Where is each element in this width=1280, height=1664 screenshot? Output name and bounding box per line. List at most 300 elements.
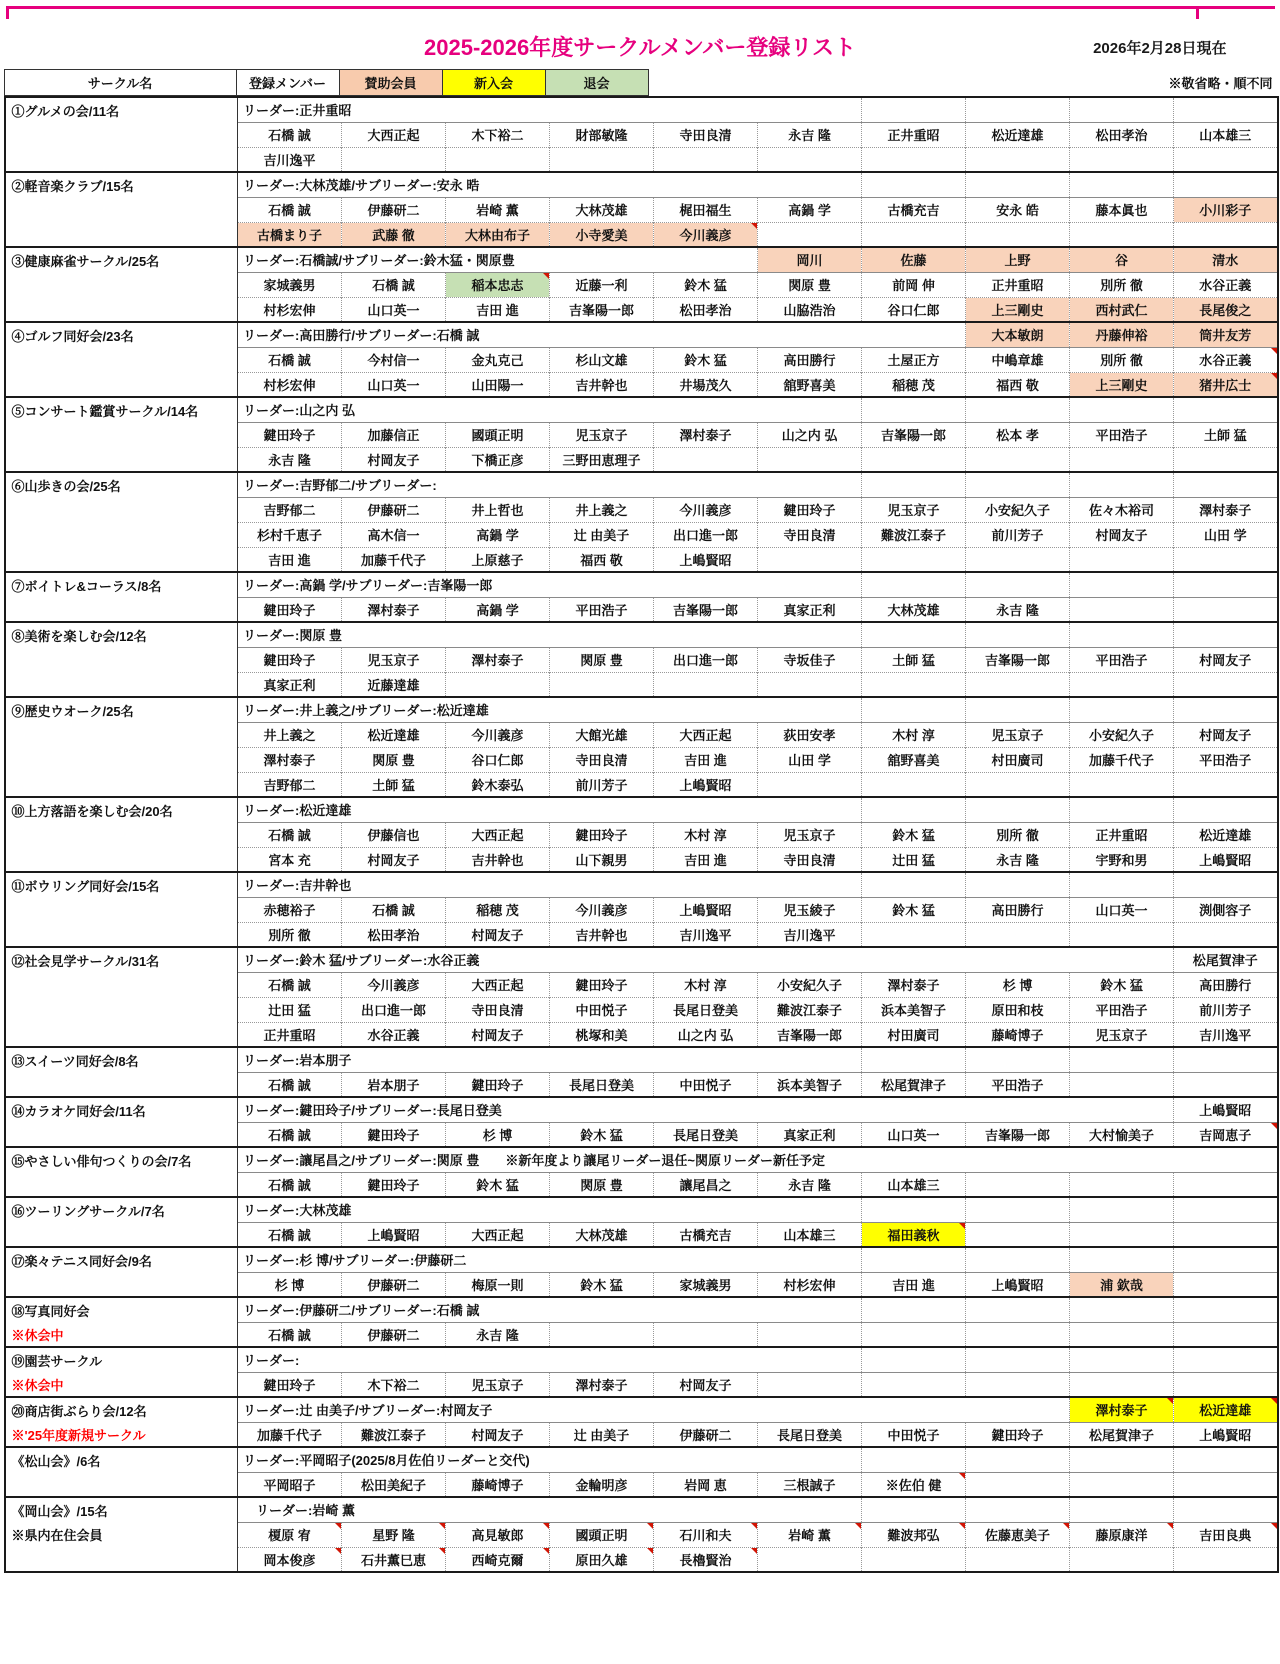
member-cell: 山田陽一 — [446, 372, 550, 397]
member-cell: 山口英一 — [342, 297, 446, 322]
member-cell: 松尾賀津子 — [862, 1072, 966, 1097]
empty-cell — [1174, 1472, 1278, 1497]
empty-cell — [5, 422, 238, 447]
member-cell: 大林由布子 — [446, 222, 550, 247]
circle-name-cell: ⑫社会見学サークル/31名 — [5, 947, 238, 972]
member-cell: 長尾日登美 — [758, 1422, 862, 1447]
member-cell: 松近達雄 — [1174, 1397, 1278, 1422]
empty-cell — [1174, 572, 1278, 597]
circle-name-cell: ⑤コンサート鑑賞サークル/14名 — [5, 397, 238, 422]
member-cell: 加藤千代子 — [1070, 747, 1174, 772]
member-cell: 別所 徹 — [238, 922, 342, 947]
empty-cell — [966, 1347, 1070, 1372]
empty-cell — [862, 1297, 966, 1322]
empty-cell — [862, 447, 966, 472]
empty-cell — [1070, 922, 1174, 947]
member-cell: 松田孝治 — [1070, 122, 1174, 147]
member-row — [5, 372, 1278, 397]
empty-cell — [5, 822, 238, 847]
member-cell: 鈴木 猛 — [1070, 972, 1174, 997]
leader-cell: リーダー:大林茂雄 — [238, 1197, 862, 1222]
member-cell: 児玉京子 — [446, 1372, 550, 1397]
section-leader-row — [5, 247, 1278, 272]
member-row — [5, 447, 1278, 472]
empty-cell — [1174, 447, 1278, 472]
member-cell: 佐藤恵美子 — [966, 1522, 1070, 1547]
empty-cell — [966, 697, 1070, 722]
empty-cell — [862, 572, 966, 597]
empty-cell — [1070, 797, 1174, 822]
empty-cell — [446, 672, 550, 697]
empty-cell — [966, 147, 1070, 172]
empty-cell — [1070, 872, 1174, 897]
member-cell: 古橋まり子 — [238, 222, 342, 247]
member-cell: 澤村泰子 — [862, 972, 966, 997]
member-row — [5, 347, 1278, 372]
member-cell: 吉田 進 — [862, 1272, 966, 1297]
empty-cell — [5, 222, 238, 247]
member-cell: 石橋 誠 — [238, 122, 342, 147]
member-cell: 山脇浩治 — [758, 297, 862, 322]
member-cell: 村岡友子 — [1070, 522, 1174, 547]
member-cell: 松田孝治 — [654, 297, 758, 322]
member-cell: 関原 豊 — [550, 647, 654, 672]
member-cell: 上嶋賢昭 — [1174, 1422, 1278, 1447]
member-cell: 上嶋賢昭 — [966, 1272, 1070, 1297]
circle-name-cell: ②軽音楽クラブ/15名 — [5, 172, 238, 197]
empty-cell — [1174, 872, 1278, 897]
member-cell: 難波邦弘 — [862, 1522, 966, 1547]
empty-cell — [1070, 1072, 1174, 1097]
member-cell: 岩岡 恵 — [654, 1472, 758, 1497]
circle-status-note: ※休会中 — [5, 1372, 238, 1397]
empty-cell — [5, 647, 238, 672]
member-cell: 上野 — [966, 247, 1070, 272]
empty-cell — [5, 522, 238, 547]
member-cell: 平田浩子 — [966, 1072, 1070, 1097]
empty-cell — [966, 797, 1070, 822]
empty-cell — [1174, 472, 1278, 497]
member-cell: 荻田安孝 — [758, 722, 862, 747]
circle-name-cell: ⑲園芸サークル — [5, 1347, 238, 1372]
circle-name-cell: ④ゴルフ同好会/23名 — [5, 322, 238, 347]
member-cell: 星野 隆 — [342, 1522, 446, 1547]
empty-cell — [1174, 222, 1278, 247]
member-row — [5, 997, 1278, 1022]
member-row — [5, 272, 1278, 297]
member-cell: 鍵田玲子 — [238, 597, 342, 622]
member-cell: 財部敏隆 — [550, 122, 654, 147]
member-cell: 長尾日登美 — [550, 1072, 654, 1097]
member-cell: 難波江泰子 — [758, 997, 862, 1022]
member-cell: 杉 博 — [966, 972, 1070, 997]
empty-cell — [862, 872, 966, 897]
member-cell: 澤村泰子 — [342, 597, 446, 622]
empty-cell — [1070, 97, 1174, 122]
member-cell: 吉峯陽一郎 — [758, 1022, 862, 1047]
empty-cell — [966, 172, 1070, 197]
empty-cell — [966, 222, 1070, 247]
member-cell: 石橋 誠 — [238, 972, 342, 997]
member-cell: 正井重昭 — [238, 1022, 342, 1047]
member-cell: 児玉京子 — [342, 647, 446, 672]
empty-cell — [862, 672, 966, 697]
empty-cell — [1174, 1222, 1278, 1247]
member-cell: 上嶋賢昭 — [654, 772, 758, 797]
section-leader-row — [5, 572, 1278, 597]
member-cell: 小安紀久子 — [966, 497, 1070, 522]
member-cell: 谷 — [1070, 247, 1174, 272]
member-cell: 岩崎 薫 — [446, 197, 550, 222]
member-cell: 土師 猛 — [342, 772, 446, 797]
member-cell: 吉井幹也 — [550, 372, 654, 397]
circle-name-cell: ⑥山歩きの会/25名 — [5, 472, 238, 497]
leader-cell: リーダー:石橋誠/サブリーダー:鈴木猛・関原豊 — [238, 247, 758, 272]
member-cell: 吉岡恵子 — [1174, 1122, 1278, 1147]
empty-cell — [1070, 147, 1174, 172]
member-cell: 藤原康洋 — [1070, 1522, 1174, 1547]
member-cell: 大西正起 — [446, 972, 550, 997]
empty-cell — [5, 1222, 238, 1247]
member-cell: 山口英一 — [1070, 897, 1174, 922]
member-cell: 舘野喜美 — [758, 372, 862, 397]
empty-cell — [966, 1247, 1070, 1272]
member-row — [5, 297, 1278, 322]
empty-cell — [1070, 547, 1174, 572]
member-cell: 吉川逸平 — [654, 922, 758, 947]
member-row — [5, 1022, 1278, 1047]
member-row — [5, 1547, 1278, 1572]
member-cell: 上原慈子 — [446, 547, 550, 572]
empty-cell — [862, 1047, 966, 1072]
member-row — [5, 1172, 1278, 1197]
empty-cell — [862, 172, 966, 197]
member-cell: 伊藤研二 — [654, 1422, 758, 1447]
member-cell: 寺田良清 — [550, 747, 654, 772]
empty-cell — [1070, 1447, 1174, 1472]
leader-cell: リーダー:吉井幹也 — [238, 872, 862, 897]
empty-cell — [1174, 1497, 1278, 1522]
empty-cell — [5, 1547, 238, 1572]
member-cell: 村杉宏伸 — [238, 297, 342, 322]
member-cell: 桃塚和美 — [550, 1022, 654, 1047]
empty-cell — [862, 922, 966, 947]
member-cell: 山田 学 — [758, 747, 862, 772]
member-cell: 石橋 誠 — [342, 897, 446, 922]
member-cell: 山口英一 — [862, 1122, 966, 1147]
member-cell: 児玉京子 — [862, 497, 966, 522]
member-cell: 寺坂佳子 — [758, 647, 862, 672]
member-cell: 伊藤研二 — [342, 497, 446, 522]
member-cell: 今川義彦 — [550, 897, 654, 922]
member-cell: 鈴木泰弘 — [446, 772, 550, 797]
empty-cell — [1070, 1347, 1174, 1372]
member-cell: 稲穂 茂 — [446, 897, 550, 922]
member-cell: 吉峯陽一郎 — [966, 1122, 1070, 1147]
empty-cell — [966, 1222, 1070, 1247]
empty-cell — [5, 547, 238, 572]
empty-cell — [1070, 222, 1174, 247]
member-row — [5, 922, 1278, 947]
member-cell: 出口進一郎 — [654, 647, 758, 672]
member-cell: 鈴木 猛 — [654, 272, 758, 297]
section-leader-row — [5, 1447, 1278, 1472]
member-cell: 永吉 隆 — [966, 847, 1070, 872]
leader-cell: リーダー:鈴木 猛/サブリーダー:水谷正義 — [238, 947, 1174, 972]
member-cell: 平田浩子 — [1070, 997, 1174, 1022]
member-cell: 武藤 徹 — [342, 222, 446, 247]
empty-cell — [1174, 1197, 1278, 1222]
member-row — [5, 1122, 1278, 1147]
member-cell: 渕側容子 — [1174, 897, 1278, 922]
member-cell: 家城義男 — [238, 272, 342, 297]
member-cell: 辻 由美子 — [550, 1422, 654, 1447]
section-leader-row — [5, 1197, 1278, 1222]
member-cell: 浜本美智子 — [862, 997, 966, 1022]
member-row — [5, 672, 1278, 697]
member-row — [5, 597, 1278, 622]
section-leader-row — [5, 172, 1278, 197]
member-cell: 村田廣司 — [966, 747, 1070, 772]
empty-cell — [1174, 1372, 1278, 1397]
member-row — [5, 197, 1278, 222]
member-cell: 石井薫巳恵 — [342, 1547, 446, 1572]
empty-cell — [1070, 622, 1174, 647]
empty-cell — [1174, 1347, 1278, 1372]
member-cell: 出口進一郎 — [654, 522, 758, 547]
section-leader-row — [5, 1247, 1278, 1272]
member-cell: 舘野喜美 — [862, 747, 966, 772]
member-cell: 上嶋賢昭 — [654, 547, 758, 572]
leader-cell: リーダー:鍵田玲子/サブリーダー:長尾日登美 — [238, 1097, 1174, 1122]
member-cell: 石橋 誠 — [238, 1322, 342, 1347]
empty-cell — [966, 97, 1070, 122]
member-cell: 上三剛史 — [966, 297, 1070, 322]
leader-cell: リーダー:岩崎 薫 — [238, 1497, 862, 1522]
member-cell: 鍵田玲子 — [238, 647, 342, 672]
empty-cell — [1174, 672, 1278, 697]
empty-cell — [966, 922, 1070, 947]
section-leader-row — [5, 1347, 1278, 1372]
member-cell: 村岡友子 — [1174, 722, 1278, 747]
empty-cell — [1070, 1197, 1174, 1222]
circle-status-note: ※'25年度新規サークル — [5, 1422, 238, 1447]
empty-cell — [862, 622, 966, 647]
empty-cell — [1070, 447, 1174, 472]
member-cell: 石橋 誠 — [238, 347, 342, 372]
leader-cell: リーダー:吉野郁二/サブリーダー: — [238, 472, 862, 497]
member-cell: 山之内 弘 — [654, 1022, 758, 1047]
page-title: 2025-2026年度サークルメンバー登録リスト — [424, 35, 856, 60]
member-cell: 讓尾昌之 — [654, 1172, 758, 1197]
top-rule — [6, 6, 1275, 21]
section-leader-row — [5, 472, 1278, 497]
empty-cell — [1174, 1322, 1278, 1347]
empty-cell — [5, 597, 238, 622]
member-cell: 鈴木 猛 — [862, 822, 966, 847]
member-cell: 杉村千恵子 — [238, 522, 342, 547]
empty-cell — [966, 1547, 1070, 1572]
member-cell: 今村信一 — [342, 347, 446, 372]
empty-cell — [862, 772, 966, 797]
empty-cell — [862, 472, 966, 497]
member-row — [5, 722, 1278, 747]
member-cell: 大林茂雄 — [550, 1222, 654, 1247]
member-cell: 吉川逸平 — [238, 147, 342, 172]
empty-cell — [1174, 1172, 1278, 1197]
member-cell: 榎原 宥 — [238, 1522, 342, 1547]
member-cell: 高鍋 学 — [446, 597, 550, 622]
member-cell: 中田悦子 — [550, 997, 654, 1022]
member-cell: 澤村泰子 — [238, 747, 342, 772]
member-cell: 鍵田玲子 — [966, 1422, 1070, 1447]
print-area-tick-left — [6, 6, 9, 19]
member-cell: 上嶋賢昭 — [1174, 1097, 1278, 1122]
member-cell: 澤村泰子 — [1070, 1397, 1174, 1422]
leader-cell: リーダー:杉 博/サブリーダー:伊藤研二 — [238, 1247, 862, 1272]
legend-new-member: 新入会 — [442, 69, 546, 96]
member-cell: 井上哲也 — [446, 497, 550, 522]
member-cell: 児玉京子 — [1070, 1022, 1174, 1047]
empty-cell — [1070, 1047, 1174, 1072]
empty-cell — [1070, 1222, 1174, 1247]
member-cell: 児玉綾子 — [758, 897, 862, 922]
empty-cell — [966, 1172, 1070, 1197]
empty-cell — [966, 1372, 1070, 1397]
leader-cell: リーダー:高田勝行/サブリーダー:石橋 誠 — [238, 322, 966, 347]
member-cell: 石橋 誠 — [238, 1222, 342, 1247]
section-leader-row — [5, 1497, 1278, 1522]
section-leader-row — [5, 697, 1278, 722]
member-cell: 土師 猛 — [1174, 422, 1278, 447]
empty-cell — [966, 1447, 1070, 1472]
member-cell: 高田勝行 — [1174, 972, 1278, 997]
member-cell: 吉田 進 — [654, 747, 758, 772]
member-cell: 村杉宏伸 — [238, 372, 342, 397]
member-cell: 猪井広士 — [1174, 372, 1278, 397]
empty-cell — [862, 222, 966, 247]
member-cell: 辻田 猛 — [238, 997, 342, 1022]
member-cell: 村岡友子 — [342, 847, 446, 872]
empty-cell — [5, 772, 238, 797]
member-cell: 大本敏朗 — [966, 322, 1070, 347]
section-leader-row — [5, 1047, 1278, 1072]
empty-cell — [1174, 597, 1278, 622]
member-cell: 國頭正明 — [446, 422, 550, 447]
circle-name-cell: ⑱写真同好会 — [5, 1297, 238, 1322]
member-cell: 水谷正義 — [1174, 347, 1278, 372]
member-cell: 石橋 誠 — [238, 1172, 342, 1197]
header-circle-name: サークル名 — [4, 69, 237, 96]
empty-cell — [5, 922, 238, 947]
empty-cell — [966, 1197, 1070, 1222]
member-cell: 丹藤伸裕 — [1070, 322, 1174, 347]
empty-cell — [5, 122, 238, 147]
member-cell: 松尾賀津子 — [1174, 947, 1278, 972]
circle-name-cell: ⑮やさしい俳句つくりの会/7名 — [5, 1147, 238, 1172]
empty-cell — [550, 672, 654, 697]
member-cell: 難波江泰子 — [342, 1422, 446, 1447]
member-cell: 中田悦子 — [654, 1072, 758, 1097]
empty-cell — [5, 1472, 238, 1497]
empty-cell — [1070, 397, 1174, 422]
member-cell: 別所 徹 — [966, 822, 1070, 847]
member-row — [5, 972, 1278, 997]
member-cell: 寺田良清 — [654, 122, 758, 147]
empty-cell — [758, 1322, 862, 1347]
member-cell: 加藤千代子 — [238, 1422, 342, 1447]
member-cell: 高鍋 学 — [446, 522, 550, 547]
member-cell: 原田久雄 — [550, 1547, 654, 1572]
member-cell: 木村 淳 — [654, 822, 758, 847]
member-cell: 今川義彦 — [342, 972, 446, 997]
empty-cell — [1174, 622, 1278, 647]
member-cell: 木下裕二 — [446, 122, 550, 147]
member-cell: 村岡友子 — [654, 1372, 758, 1397]
circle-name-cell: ⑨歴史ウオーク/25名 — [5, 697, 238, 722]
member-cell: 西村武仁 — [1070, 297, 1174, 322]
member-cell: 吉田良典 — [1174, 1522, 1278, 1547]
member-cell: 平田浩子 — [1070, 647, 1174, 672]
member-cell: 杉 博 — [238, 1272, 342, 1297]
section-leader-row — [5, 97, 1278, 122]
empty-cell — [5, 497, 238, 522]
member-row — [5, 822, 1278, 847]
member-cell: 村岡友子 — [446, 1422, 550, 1447]
empty-cell — [862, 1547, 966, 1572]
member-cell: 大西正起 — [446, 822, 550, 847]
empty-cell — [758, 547, 862, 572]
member-cell: 木村 淳 — [654, 972, 758, 997]
circle-name-cell: ⑳商店街ぶらり会/12名 — [5, 1397, 238, 1422]
empty-cell — [862, 1322, 966, 1347]
circle-name-cell: ⑪ボウリング同好会/15名 — [5, 872, 238, 897]
member-cell: 高鍋 学 — [758, 197, 862, 222]
member-cell: 鈴木 猛 — [550, 1122, 654, 1147]
section-leader-row — [5, 1297, 1278, 1322]
member-cell: 鍵田玲子 — [238, 422, 342, 447]
empty-cell — [5, 147, 238, 172]
leader-cell: リーダー:高鍋 学/サブリーダー:吉峯陽一郎 — [238, 572, 862, 597]
empty-cell — [5, 297, 238, 322]
member-cell: 杉山文雄 — [550, 347, 654, 372]
member-row — [5, 847, 1278, 872]
section-leader-row — [5, 872, 1278, 897]
member-row — [5, 1522, 1278, 1547]
member-cell: 石橋 誠 — [238, 822, 342, 847]
print-area-tick-right — [1196, 6, 1199, 19]
empty-cell — [1070, 572, 1174, 597]
member-cell: 松本 孝 — [966, 422, 1070, 447]
member-row — [5, 1072, 1278, 1097]
member-cell: 西崎克爾 — [446, 1547, 550, 1572]
member-cell: 鈴木 猛 — [550, 1272, 654, 1297]
leader-cell: リーダー:平岡昭子(2025/8月佐伯リーダーと交代) — [238, 1447, 862, 1472]
member-row — [5, 1472, 1278, 1497]
empty-cell — [966, 1322, 1070, 1347]
member-cell: 真家正利 — [758, 1122, 862, 1147]
member-cell: 大林茂雄 — [550, 197, 654, 222]
empty-cell — [1070, 597, 1174, 622]
empty-cell — [862, 97, 966, 122]
member-cell: 松尾賀津子 — [1070, 1422, 1174, 1447]
member-cell: 岡本俊彦 — [238, 1547, 342, 1572]
member-cell: 上嶋賢昭 — [654, 897, 758, 922]
circle-name-cell: ⑬スイーツ同好会/8名 — [5, 1047, 238, 1072]
member-row — [5, 1422, 1278, 1447]
member-cell: 松田孝治 — [342, 922, 446, 947]
empty-cell — [1174, 1247, 1278, 1272]
